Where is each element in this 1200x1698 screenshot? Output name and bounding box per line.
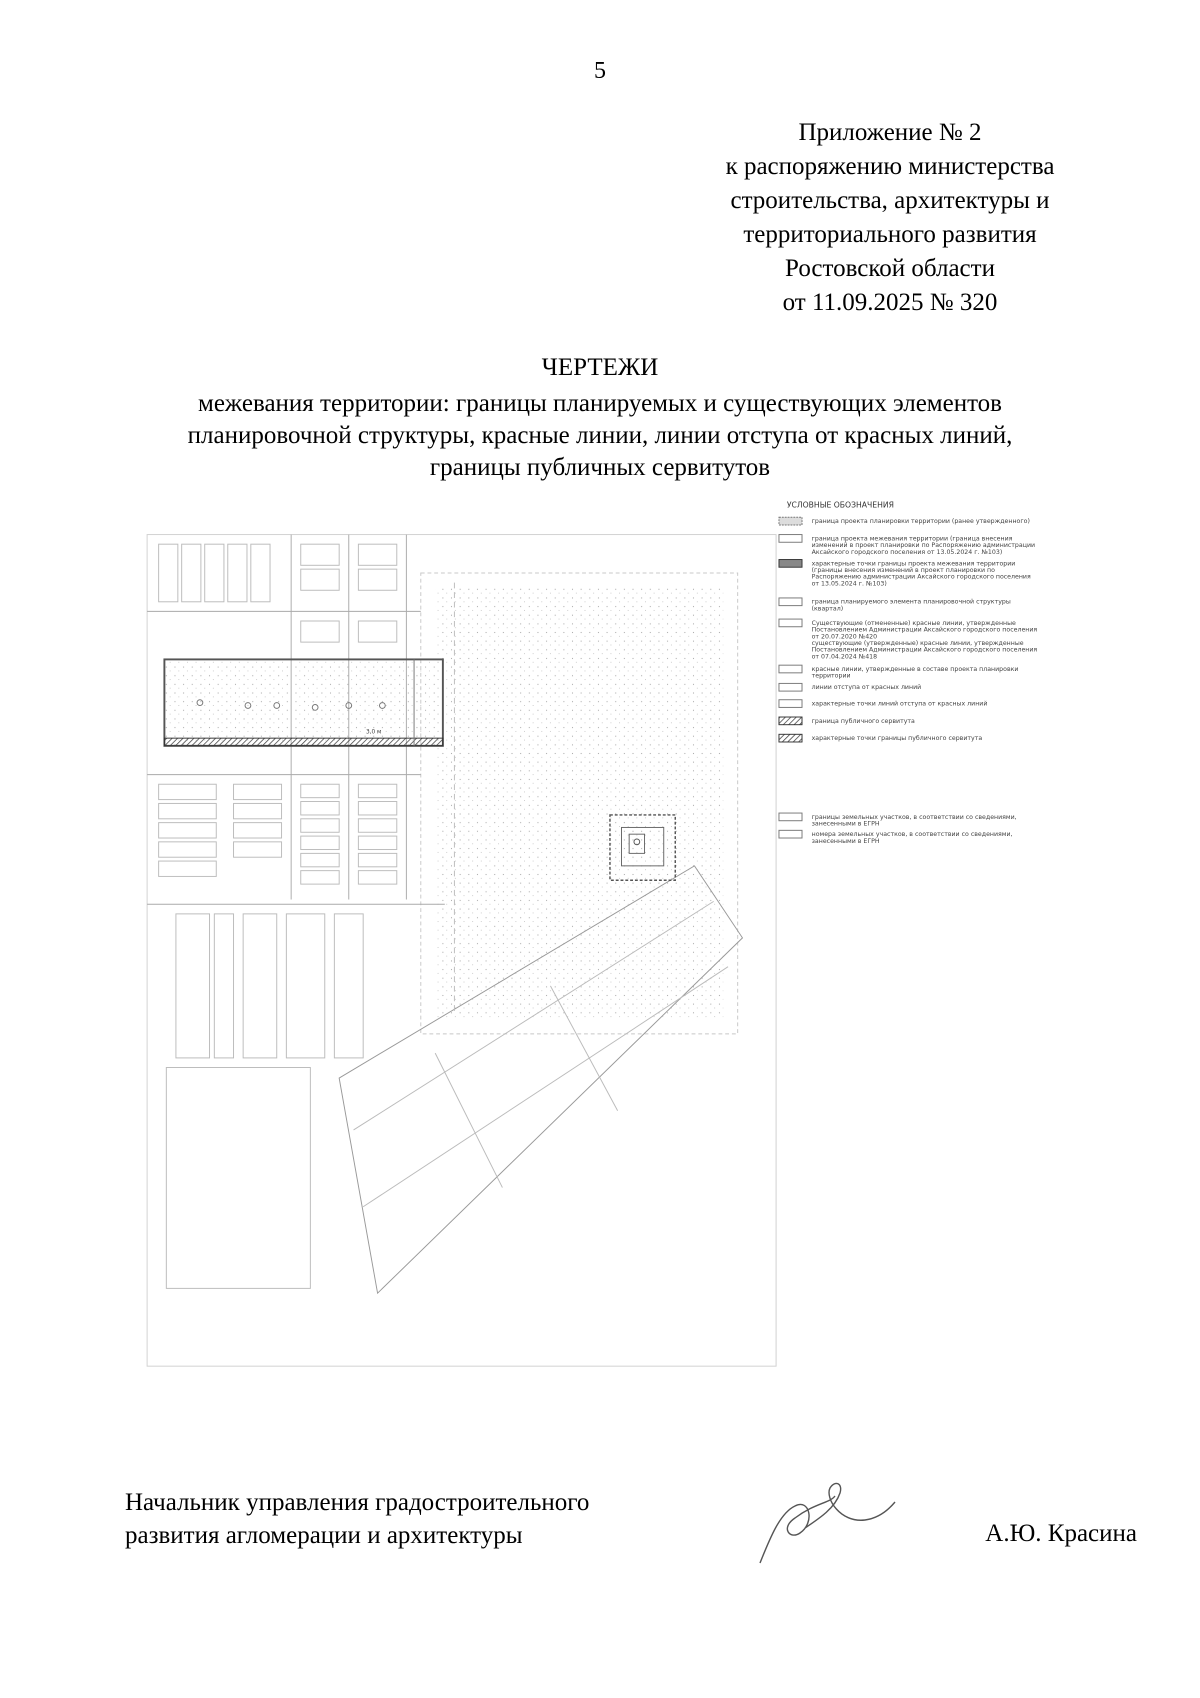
legend-swatch-icon xyxy=(779,598,802,606)
legend-label: характерные точки границы проекта межевания территории xyxy=(811,560,1016,568)
legend-swatch-icon xyxy=(779,813,802,821)
legend-swatch-icon xyxy=(779,700,802,708)
appendix-header xyxy=(700,116,1080,320)
legend-label: изменений в проект планировки по Распоряжению администрации xyxy=(811,542,1036,550)
legend-label: территории xyxy=(811,672,851,680)
legend-label: границы земельных участков, в соответствии со сведениями, xyxy=(811,813,1017,821)
legend-item xyxy=(779,830,1013,844)
signer-position xyxy=(125,1486,589,1552)
signature-mark xyxy=(745,1468,905,1588)
planned-parcel xyxy=(164,659,442,745)
legend-swatch-icon xyxy=(779,683,802,691)
legend-swatch-icon xyxy=(779,734,802,742)
legend-label: характерные точки линий отступа от красных линий xyxy=(811,700,988,708)
survey-drawing xyxy=(128,500,1090,1370)
legend-item xyxy=(779,665,1018,679)
legend-label: от 20.07.2020 №420 xyxy=(811,633,878,641)
signer-position-line: развития агломерации и архитектуры xyxy=(125,1522,523,1549)
appendix-line: территориального развития xyxy=(743,221,1037,248)
legend-item xyxy=(779,598,1011,613)
legend xyxy=(779,501,1037,845)
legend-label: граница планируемого элемента планировочной структуры xyxy=(811,598,1011,606)
legend-item xyxy=(779,683,921,691)
appendix-line: Ростовской области xyxy=(785,255,995,282)
subtitle-line: межевания территории: границы планируемых и существующих элементов xyxy=(198,390,1002,417)
appendix-line: от 11.09.2025 № 320 xyxy=(782,289,998,316)
legend-item xyxy=(779,517,1030,525)
legend-label: Постановлением Администрации Аксайского городского поселения xyxy=(811,646,1038,654)
signer-name: А.Ю. Красина xyxy=(985,1520,1137,1547)
page-number: 5 xyxy=(594,58,606,84)
legend-swatch-icon xyxy=(779,717,802,725)
appendix-line: строительства, архитектуры и xyxy=(730,187,1050,214)
legend-item xyxy=(779,717,915,725)
legend-label: существующие (утвержденные) красные линии, утвержденные xyxy=(811,640,1024,647)
legend-item xyxy=(779,619,1037,660)
legend-label: занесенными в ЕГРН xyxy=(811,820,880,828)
legend-label: Существующие (отмененные) красные линии, утвержденные xyxy=(811,619,1016,627)
legend-item xyxy=(779,813,1017,827)
legend-label: (границы внесения изменений в проект планировки по xyxy=(811,567,995,575)
appendix-line: Приложение № 2 xyxy=(798,119,982,146)
legend-label: граница проекта планировки территории (ранее утвержденного) xyxy=(811,518,1030,526)
legend-label: Распоряжению администрации Аксайского городского поселения xyxy=(811,573,1031,581)
legend-label: занесенными в ЕГРН xyxy=(811,837,880,845)
signer-position-line: Начальник управления градостроительного xyxy=(125,1489,590,1516)
document-subtitle xyxy=(100,388,1100,484)
legend-swatch-icon xyxy=(779,560,802,568)
legend-label: от 13.05.2024 г. №103) xyxy=(811,580,887,588)
legend-item xyxy=(779,560,1031,588)
legend-swatch-icon xyxy=(779,535,802,543)
legend-label: Аксайского городского поселения от 13.05.2024 г. №103) xyxy=(811,548,1003,556)
legend-item xyxy=(779,734,982,742)
legend-item xyxy=(779,699,987,707)
plot-label: 3,0 м xyxy=(366,729,382,736)
legend-title: УСЛОВНЫЕ ОБОЗНАЧЕНИЯ xyxy=(786,500,895,510)
legend-label: от 07.04.2024 №418 xyxy=(811,653,878,661)
legend-label: красные линии, утвержденные в составе проекта планировки xyxy=(811,665,1019,673)
subtitle-line: планировочной структуры, красные линии, линии отступа от красных линий, xyxy=(187,422,1013,449)
legend-label: граница публичного сервитута xyxy=(811,717,915,725)
legend-label: Постановлением Администрации Аксайского городского поселения xyxy=(811,626,1038,634)
legend-swatch-icon xyxy=(779,665,802,673)
legend-item xyxy=(779,535,1035,556)
appendix-line: к распоряжению министерства xyxy=(725,153,1055,180)
legend-label: линии отступа от красных линий xyxy=(811,684,922,692)
legend-swatch-icon xyxy=(779,619,802,627)
legend-label: номера земельных участков, в соответствии со сведениями, xyxy=(811,831,1013,839)
subtitle-line: границы публичных сервитутов xyxy=(429,454,771,481)
document-title: ЧЕРТЕЖИ xyxy=(541,354,659,381)
legend-swatch-icon xyxy=(779,517,802,525)
legend-swatch-icon xyxy=(779,830,802,838)
legend-label: (квартал) xyxy=(811,605,844,613)
legend-label: граница проекта межевания территории (граница внесения xyxy=(811,535,1013,543)
legend-label: характерные точки границы публичного сервитута xyxy=(811,735,983,743)
